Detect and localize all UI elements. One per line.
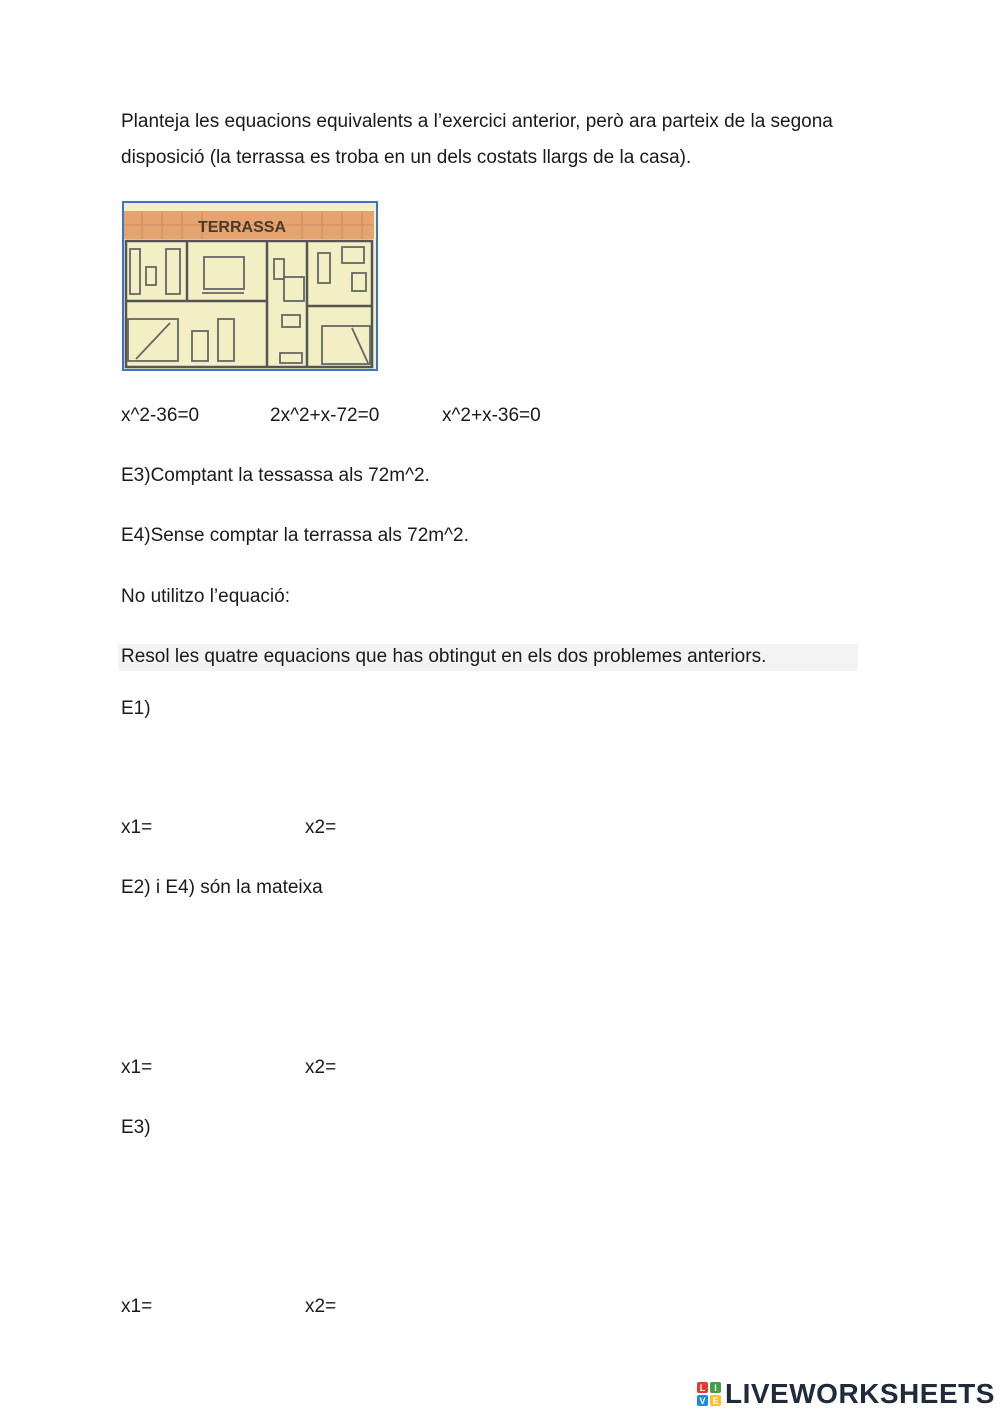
intro-line-2: disposició (la terrassa es troba en un dels costats llargs de la casa). xyxy=(121,147,692,168)
section-e3-heading: E3) xyxy=(121,1117,151,1138)
floorplan-image xyxy=(122,201,378,371)
logo-tiles-icon xyxy=(697,1382,721,1406)
equation-1: x^2-36=0 xyxy=(121,405,200,426)
floorplan-terrace-label: TERRASSA xyxy=(197,219,287,236)
section-e3-x1: x1= xyxy=(121,1296,153,1317)
svg-text:V: V xyxy=(699,1396,706,1406)
intro-paragraph xyxy=(121,104,901,176)
section-e1-x2: x2= xyxy=(305,817,337,838)
logo-text: LIVEWORKSHEETS xyxy=(725,1378,995,1409)
instruction-text: Resol les quatre equacions que has obtingut en els dos problemes anteriors. xyxy=(121,646,767,667)
svg-text:I: I xyxy=(714,1383,717,1393)
equation-3: x^2+x-36=0 xyxy=(442,405,541,426)
section-e1-heading: E1) xyxy=(121,698,151,719)
section-e1-x1: x1= xyxy=(121,817,153,838)
e4-statement: E4)Sense comptar la terrassa als 72m^2. xyxy=(121,525,469,546)
section-e2-e4-heading: E2) i E4) són la mateixa xyxy=(121,877,323,898)
unused-equation-label: No utilitzo l’equació: xyxy=(121,586,290,607)
e3-statement: E3)Comptant la tessassa als 72m^2. xyxy=(121,465,430,486)
section-e2-x2: x2= xyxy=(305,1057,337,1078)
section-e3-x2: x2= xyxy=(305,1296,337,1317)
intro-line-1: Planteja les equacions equivalents a l’exercici anterior, però ara parteix de la segona xyxy=(121,111,833,132)
svg-text:E: E xyxy=(712,1396,719,1406)
svg-text:L: L xyxy=(699,1383,706,1393)
liveworksheets-logo xyxy=(697,1378,995,1410)
equation-2: 2x^2+x-72=0 xyxy=(270,405,380,426)
section-e2-x1: x1= xyxy=(121,1057,153,1078)
